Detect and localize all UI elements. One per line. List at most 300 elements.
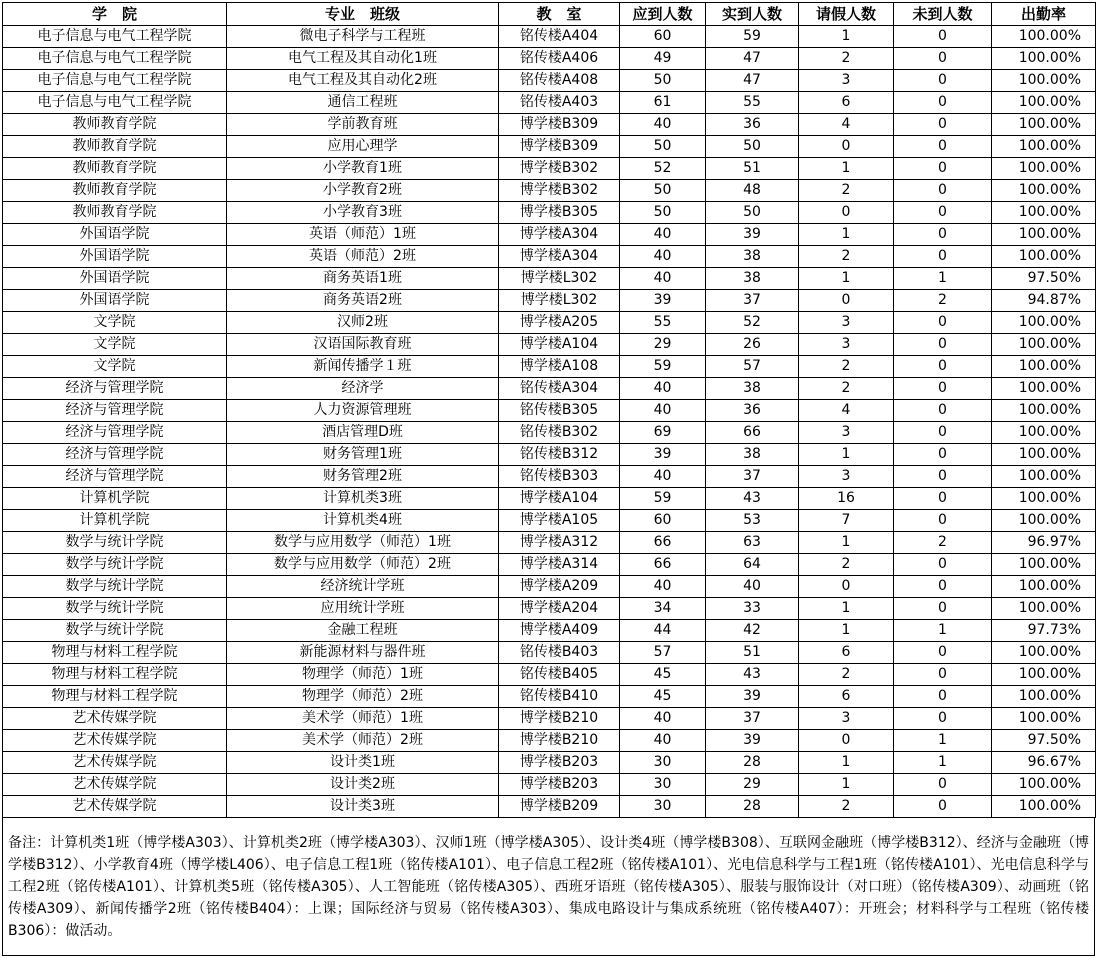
- cell-college: 电子信息与电气工程学院: [3, 48, 227, 70]
- cell-leave: 3: [799, 70, 894, 92]
- cell-expected: 60: [620, 510, 706, 532]
- cell-classroom: 博学楼A304: [499, 224, 620, 246]
- cell-present: 48: [706, 180, 799, 202]
- cell-college: 艺术传媒学院: [3, 752, 227, 774]
- cell-present: 37: [706, 708, 799, 730]
- cell-rate: 96.97%: [992, 532, 1096, 554]
- cell-present: 52: [706, 312, 799, 334]
- cell-absent: 1: [894, 752, 992, 774]
- cell-classroom: 博学楼A104: [499, 488, 620, 510]
- cell-class: 汉师2班: [227, 312, 499, 334]
- cell-absent: 0: [894, 180, 992, 202]
- cell-class: 应用心理学: [227, 136, 499, 158]
- cell-college: 经济与管理学院: [3, 400, 227, 422]
- cell-present: 50: [706, 202, 799, 224]
- cell-class: 微电子科学与工程班: [227, 26, 499, 48]
- cell-absent: 1: [894, 268, 992, 290]
- cell-classroom: 博学楼A304: [499, 246, 620, 268]
- attendance-sheet: [2, 2, 1095, 956]
- header-college: 学 院: [3, 3, 227, 26]
- cell-class: 设计类3班: [227, 796, 499, 818]
- cell-expected: 50: [620, 180, 706, 202]
- cell-absent: 2: [894, 290, 992, 312]
- cell-class: 商务英语1班: [227, 268, 499, 290]
- cell-expected: 40: [620, 114, 706, 136]
- table-row: [3, 664, 1096, 686]
- cell-leave: 1: [799, 532, 894, 554]
- cell-expected: 40: [620, 708, 706, 730]
- cell-rate: 100.00%: [992, 488, 1096, 510]
- table-row: [3, 224, 1096, 246]
- cell-classroom: 铭传楼B403: [499, 642, 620, 664]
- cell-leave: 1: [799, 26, 894, 48]
- table-row: [3, 26, 1096, 48]
- cell-class: 计算机类4班: [227, 510, 499, 532]
- cell-expected: 57: [620, 642, 706, 664]
- cell-present: 51: [706, 158, 799, 180]
- header-row: [3, 3, 1096, 26]
- cell-leave: 2: [799, 246, 894, 268]
- table-row: [3, 488, 1096, 510]
- table-row: [3, 730, 1096, 752]
- cell-expected: 29: [620, 334, 706, 356]
- cell-rate: 100.00%: [992, 796, 1096, 818]
- cell-class: 数学与应用数学（师范）2班: [227, 554, 499, 576]
- cell-leave: 2: [799, 554, 894, 576]
- cell-leave: 7: [799, 510, 894, 532]
- cell-present: 42: [706, 620, 799, 642]
- cell-class: 应用统计学班: [227, 598, 499, 620]
- header-classroom: 教 室: [499, 3, 620, 26]
- cell-rate: 100.00%: [992, 70, 1096, 92]
- cell-leave: 0: [799, 730, 894, 752]
- cell-leave: 0: [799, 136, 894, 158]
- cell-expected: 30: [620, 774, 706, 796]
- cell-college: 艺术传媒学院: [3, 730, 227, 752]
- cell-class: 新闻传播学１班: [227, 356, 499, 378]
- cell-rate: 100.00%: [992, 400, 1096, 422]
- cell-expected: 59: [620, 488, 706, 510]
- cell-class: 经济统计学班: [227, 576, 499, 598]
- cell-class: 商务英语2班: [227, 290, 499, 312]
- cell-absent: 0: [894, 642, 992, 664]
- cell-absent: 0: [894, 202, 992, 224]
- cell-leave: 2: [799, 378, 894, 400]
- cell-leave: 6: [799, 686, 894, 708]
- table-row: [3, 70, 1096, 92]
- cell-college: 教师教育学院: [3, 114, 227, 136]
- cell-expected: 50: [620, 70, 706, 92]
- cell-absent: 0: [894, 356, 992, 378]
- cell-class: 汉语国际教育班: [227, 334, 499, 356]
- cell-college: 教师教育学院: [3, 202, 227, 224]
- cell-classroom: 博学楼L302: [499, 268, 620, 290]
- cell-leave: 2: [799, 664, 894, 686]
- cell-college: 物理与材料工程学院: [3, 664, 227, 686]
- table-row: [3, 356, 1096, 378]
- cell-class: 通信工程班: [227, 92, 499, 114]
- cell-college: 外国语学院: [3, 290, 227, 312]
- cell-college: 数学与统计学院: [3, 598, 227, 620]
- cell-class: 财务管理1班: [227, 444, 499, 466]
- cell-college: 经济与管理学院: [3, 444, 227, 466]
- cell-expected: 40: [620, 268, 706, 290]
- cell-leave: 2: [799, 796, 894, 818]
- cell-leave: 2: [799, 48, 894, 70]
- cell-expected: 69: [620, 422, 706, 444]
- cell-expected: 34: [620, 598, 706, 620]
- cell-class: 金融工程班: [227, 620, 499, 642]
- cell-class: 小学教育3班: [227, 202, 499, 224]
- cell-leave: 1: [799, 752, 894, 774]
- cell-class: 电气工程及其自动化2班: [227, 70, 499, 92]
- cell-classroom: 博学楼B302: [499, 180, 620, 202]
- cell-classroom: 博学楼A205: [499, 312, 620, 334]
- cell-expected: 61: [620, 92, 706, 114]
- cell-absent: 0: [894, 488, 992, 510]
- cell-class: 物理学（师范）1班: [227, 664, 499, 686]
- table-row: [3, 312, 1096, 334]
- cell-classroom: 铭传楼A408: [499, 70, 620, 92]
- cell-absent: 0: [894, 26, 992, 48]
- cell-expected: 55: [620, 312, 706, 334]
- cell-leave: 3: [799, 708, 894, 730]
- cell-college: 外国语学院: [3, 224, 227, 246]
- table-row: [3, 158, 1096, 180]
- cell-rate: 100.00%: [992, 180, 1096, 202]
- cell-rate: 97.50%: [992, 268, 1096, 290]
- cell-rate: 97.73%: [992, 620, 1096, 642]
- cell-absent: 0: [894, 686, 992, 708]
- cell-expected: 40: [620, 246, 706, 268]
- cell-classroom: 博学楼B210: [499, 730, 620, 752]
- cell-college: 文学院: [3, 356, 227, 378]
- table-row: [3, 510, 1096, 532]
- cell-expected: 30: [620, 752, 706, 774]
- cell-absent: 0: [894, 664, 992, 686]
- cell-classroom: 博学楼A108: [499, 356, 620, 378]
- cell-class: 经济学: [227, 378, 499, 400]
- cell-absent: 0: [894, 510, 992, 532]
- cell-class: 物理学（师范）2班: [227, 686, 499, 708]
- cell-absent: 0: [894, 224, 992, 246]
- cell-present: 38: [706, 246, 799, 268]
- cell-rate: 100.00%: [992, 378, 1096, 400]
- cell-classroom: 博学楼A204: [499, 598, 620, 620]
- table-row: [3, 246, 1096, 268]
- table-body: [3, 26, 1096, 818]
- table-row: [3, 796, 1096, 818]
- cell-classroom: 铭传楼A403: [499, 92, 620, 114]
- cell-class: 人力资源管理班: [227, 400, 499, 422]
- cell-present: 55: [706, 92, 799, 114]
- cell-rate: 100.00%: [992, 356, 1096, 378]
- cell-present: 50: [706, 136, 799, 158]
- cell-expected: 40: [620, 730, 706, 752]
- cell-present: 39: [706, 730, 799, 752]
- cell-college: 艺术传媒学院: [3, 708, 227, 730]
- table-row: [3, 268, 1096, 290]
- cell-college: 外国语学院: [3, 246, 227, 268]
- cell-leave: 1: [799, 774, 894, 796]
- cell-absent: 0: [894, 312, 992, 334]
- table-row: [3, 598, 1096, 620]
- cell-college: 数学与统计学院: [3, 554, 227, 576]
- cell-college: 电子信息与电气工程学院: [3, 92, 227, 114]
- cell-rate: 100.00%: [992, 642, 1096, 664]
- cell-leave: 6: [799, 92, 894, 114]
- cell-classroom: 博学楼B302: [499, 158, 620, 180]
- table-row: [3, 576, 1096, 598]
- cell-classroom: 博学楼B309: [499, 114, 620, 136]
- cell-absent: 0: [894, 554, 992, 576]
- cell-present: 33: [706, 598, 799, 620]
- cell-class: 设计类1班: [227, 752, 499, 774]
- cell-present: 36: [706, 400, 799, 422]
- cell-college: 数学与统计学院: [3, 576, 227, 598]
- cell-present: 63: [706, 532, 799, 554]
- cell-college: 物理与材料工程学院: [3, 642, 227, 664]
- cell-leave: 1: [799, 598, 894, 620]
- cell-absent: 0: [894, 48, 992, 70]
- cell-class: 美术学（师范）2班: [227, 730, 499, 752]
- cell-classroom: 博学楼B309: [499, 136, 620, 158]
- cell-present: 28: [706, 752, 799, 774]
- cell-rate: 100.00%: [992, 136, 1096, 158]
- cell-class: 英语（师范）2班: [227, 246, 499, 268]
- table-row: [3, 180, 1096, 202]
- cell-absent: 0: [894, 92, 992, 114]
- cell-classroom: 博学楼A104: [499, 334, 620, 356]
- cell-rate: 100.00%: [992, 224, 1096, 246]
- header-leave: 请假人数: [799, 3, 894, 26]
- cell-present: 29: [706, 774, 799, 796]
- cell-expected: 40: [620, 576, 706, 598]
- cell-class: 小学教育1班: [227, 158, 499, 180]
- cell-rate: 100.00%: [992, 92, 1096, 114]
- cell-rate: 100.00%: [992, 576, 1096, 598]
- cell-rate: 100.00%: [992, 48, 1096, 70]
- cell-rate: 100.00%: [992, 510, 1096, 532]
- cell-absent: 2: [894, 532, 992, 554]
- cell-present: 38: [706, 444, 799, 466]
- cell-present: 28: [706, 796, 799, 818]
- cell-college: 计算机学院: [3, 510, 227, 532]
- cell-leave: 0: [799, 202, 894, 224]
- cell-leave: 0: [799, 576, 894, 598]
- remarks-note: 备注：计算机类1班（博学楼A303）、计算机类2班（博学楼A303）、汉师1班（博学楼A305）、设计类4班（博学楼B308）、互联网金融班（博学楼B312）、经济与金融班（博学楼B312）、小学教育4班（博学楼L406）、电子信息工程1班（铭传楼A101）、电子信息工程2班（铭传楼A101）、光电信息科学与工程1班（铭传楼A101）、光电信息科学与工程2班（铭传楼A101）、计算机类5班（铭传楼A305）、人工智能班（铭传楼A305）、西班牙语班（铭传楼A305）、服装与服饰设计（对口班）（铭传楼A309）、动画班（铭传楼A309）、新闻传播学2班（铭传楼B404）：上课；国际经济与贸易（铭传楼A303）、集成电路设计与集成系统班（铭传楼A407）：开班会；材料科学与工程班（铭传楼B306）：做活动。: [2, 818, 1095, 956]
- cell-class: 设计类2班: [227, 774, 499, 796]
- table-row: [3, 290, 1096, 312]
- cell-present: 38: [706, 378, 799, 400]
- cell-expected: 52: [620, 158, 706, 180]
- cell-expected: 40: [620, 378, 706, 400]
- cell-rate: 100.00%: [992, 686, 1096, 708]
- cell-present: 37: [706, 466, 799, 488]
- table-row: [3, 532, 1096, 554]
- cell-leave: 1: [799, 444, 894, 466]
- cell-expected: 59: [620, 356, 706, 378]
- cell-absent: 0: [894, 576, 992, 598]
- cell-class: 财务管理2班: [227, 466, 499, 488]
- cell-classroom: 博学楼B203: [499, 774, 620, 796]
- cell-classroom: 铭传楼A404: [499, 26, 620, 48]
- table-row: [3, 136, 1096, 158]
- cell-present: 26: [706, 334, 799, 356]
- cell-rate: 94.87%: [992, 290, 1096, 312]
- attendance-table: [2, 2, 1096, 818]
- cell-present: 51: [706, 642, 799, 664]
- cell-classroom: 铭传楼A304: [499, 378, 620, 400]
- cell-absent: 0: [894, 378, 992, 400]
- cell-classroom: 铭传楼B302: [499, 422, 620, 444]
- header-rate: 出勤率: [992, 3, 1096, 26]
- cell-expected: 40: [620, 466, 706, 488]
- cell-absent: 0: [894, 796, 992, 818]
- cell-college: 计算机学院: [3, 488, 227, 510]
- cell-present: 47: [706, 48, 799, 70]
- cell-present: 38: [706, 268, 799, 290]
- cell-absent: 0: [894, 774, 992, 796]
- table-row: [3, 708, 1096, 730]
- cell-college: 数学与统计学院: [3, 620, 227, 642]
- table-row: [3, 378, 1096, 400]
- cell-rate: 100.00%: [992, 708, 1096, 730]
- cell-present: 39: [706, 224, 799, 246]
- cell-class: 英语（师范）1班: [227, 224, 499, 246]
- cell-classroom: 博学楼A312: [499, 532, 620, 554]
- cell-leave: 1: [799, 158, 894, 180]
- cell-college: 数学与统计学院: [3, 532, 227, 554]
- cell-present: 43: [706, 664, 799, 686]
- cell-college: 经济与管理学院: [3, 422, 227, 444]
- cell-college: 外国语学院: [3, 268, 227, 290]
- cell-rate: 100.00%: [992, 444, 1096, 466]
- cell-absent: 0: [894, 708, 992, 730]
- cell-rate: 100.00%: [992, 598, 1096, 620]
- cell-rate: 100.00%: [992, 554, 1096, 576]
- table-row: [3, 642, 1096, 664]
- cell-college: 艺术传媒学院: [3, 796, 227, 818]
- cell-classroom: 铭传楼B312: [499, 444, 620, 466]
- cell-college: 电子信息与电气工程学院: [3, 70, 227, 92]
- cell-classroom: 博学楼A409: [499, 620, 620, 642]
- cell-present: 40: [706, 576, 799, 598]
- cell-classroom: 博学楼A314: [499, 554, 620, 576]
- cell-rate: 100.00%: [992, 114, 1096, 136]
- table-row: [3, 466, 1096, 488]
- cell-expected: 60: [620, 26, 706, 48]
- table-row: [3, 554, 1096, 576]
- cell-classroom: 铭传楼B405: [499, 664, 620, 686]
- cell-absent: 0: [894, 400, 992, 422]
- cell-absent: 1: [894, 620, 992, 642]
- table-row: [3, 686, 1096, 708]
- cell-absent: 0: [894, 136, 992, 158]
- cell-class: 计算机类3班: [227, 488, 499, 510]
- table-row: [3, 334, 1096, 356]
- header-absent: 未到人数: [894, 3, 992, 26]
- header-present: 实到人数: [706, 3, 799, 26]
- table-row: [3, 202, 1096, 224]
- cell-expected: 44: [620, 620, 706, 642]
- cell-absent: 0: [894, 422, 992, 444]
- cell-expected: 30: [620, 796, 706, 818]
- cell-expected: 66: [620, 532, 706, 554]
- cell-classroom: 铭传楼B410: [499, 686, 620, 708]
- cell-classroom: 铭传楼B303: [499, 466, 620, 488]
- cell-leave: 4: [799, 400, 894, 422]
- cell-present: 59: [706, 26, 799, 48]
- cell-present: 47: [706, 70, 799, 92]
- cell-classroom: 博学楼B305: [499, 202, 620, 224]
- cell-absent: 0: [894, 70, 992, 92]
- cell-class: 美术学（师范）1班: [227, 708, 499, 730]
- cell-classroom: 博学楼B203: [499, 752, 620, 774]
- table-row: [3, 444, 1096, 466]
- cell-classroom: 博学楼B210: [499, 708, 620, 730]
- cell-classroom: 铭传楼A406: [499, 48, 620, 70]
- cell-leave: 3: [799, 312, 894, 334]
- cell-leave: 6: [799, 642, 894, 664]
- cell-rate: 100.00%: [992, 664, 1096, 686]
- cell-present: 36: [706, 114, 799, 136]
- table-row: [3, 48, 1096, 70]
- cell-college: 教师教育学院: [3, 136, 227, 158]
- cell-expected: 45: [620, 664, 706, 686]
- cell-present: 53: [706, 510, 799, 532]
- cell-leave: 3: [799, 422, 894, 444]
- cell-expected: 50: [620, 136, 706, 158]
- cell-leave: 2: [799, 356, 894, 378]
- cell-class: 新能源材料与器件班: [227, 642, 499, 664]
- cell-absent: 0: [894, 444, 992, 466]
- table-row: [3, 620, 1096, 642]
- cell-absent: 0: [894, 334, 992, 356]
- cell-expected: 39: [620, 290, 706, 312]
- cell-rate: 100.00%: [992, 26, 1096, 48]
- cell-leave: 4: [799, 114, 894, 136]
- cell-college: 经济与管理学院: [3, 466, 227, 488]
- cell-rate: 100.00%: [992, 312, 1096, 334]
- cell-absent: 1: [894, 730, 992, 752]
- cell-present: 57: [706, 356, 799, 378]
- cell-leave: 16: [799, 488, 894, 510]
- table-row: [3, 752, 1096, 774]
- cell-classroom: 博学楼A105: [499, 510, 620, 532]
- cell-rate: 100.00%: [992, 334, 1096, 356]
- cell-leave: 1: [799, 268, 894, 290]
- cell-rate: 100.00%: [992, 158, 1096, 180]
- cell-class: 学前教育班: [227, 114, 499, 136]
- cell-leave: 3: [799, 466, 894, 488]
- cell-classroom: 博学楼B209: [499, 796, 620, 818]
- table-row: [3, 774, 1096, 796]
- cell-present: 64: [706, 554, 799, 576]
- cell-present: 37: [706, 290, 799, 312]
- cell-absent: 0: [894, 246, 992, 268]
- table-row: [3, 114, 1096, 136]
- cell-present: 66: [706, 422, 799, 444]
- cell-college: 文学院: [3, 334, 227, 356]
- cell-expected: 39: [620, 444, 706, 466]
- cell-classroom: 铭传楼B305: [499, 400, 620, 422]
- cell-expected: 45: [620, 686, 706, 708]
- table-row: [3, 400, 1096, 422]
- cell-leave: 1: [799, 224, 894, 246]
- cell-present: 43: [706, 488, 799, 510]
- header-class: 专业 班级: [227, 3, 499, 26]
